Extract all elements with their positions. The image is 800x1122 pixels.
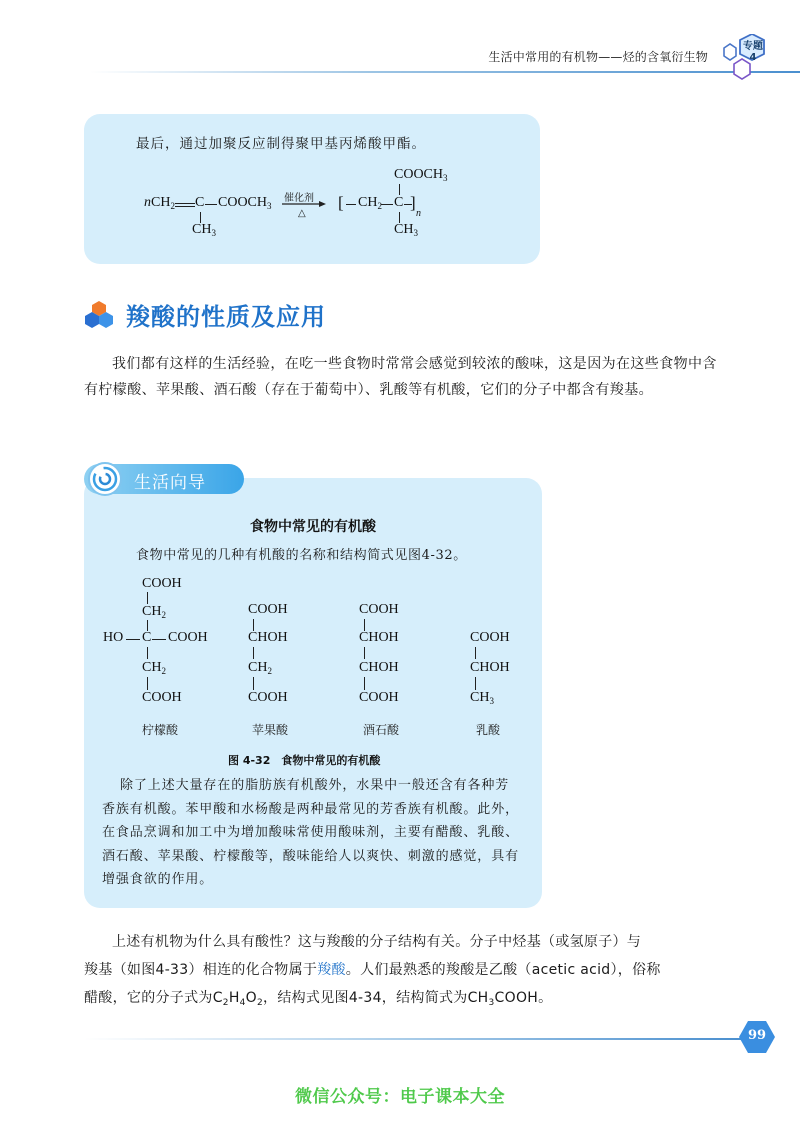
cubes-icon [84, 300, 114, 328]
life-guide-paragraph: 除了上述大量存在的脂肪族有机酸外，水果中一般还含有各种芳香族有机酸。苯甲酸和水杨酸是两种最常见的芳香族有机酸。此外，在食品烹调和加工中为增加酸味常使用酸味剂，主要有醋酸、乳酸、酒石酸、苹果酸、柠檬酸等，酸味能给人以爽快、刺激的感觉，具有增强食欲的作用。 [102, 778, 520, 887]
header-title: 生活中常用的有机物——烃的含氧衍生物 [488, 50, 708, 64]
polymer-bond-up [399, 184, 400, 195]
citric-acid-name: 柠檬酸 [142, 723, 179, 737]
section-paragraph: 我们都有这样的生活经验，在吃一些食物时常常会感觉到较浓的酸味，这是因为在这些食物中含有柠檬酸、苹果酸、酒石酸（存在于葡萄中）、乳酸等有机酸，它们的分子中都含有羧基。 [84, 356, 717, 398]
reactant-formula: nCH$_2$ [144, 195, 175, 211]
figure-caption: 图 4-32 食物中常见的有机酸 [228, 754, 381, 767]
page-number: 99 [747, 1028, 767, 1043]
section-title: 羧酸的性质及应用 [126, 303, 326, 331]
polymer-bond-left [346, 204, 356, 205]
reaction-arrow-icon [282, 200, 326, 208]
polymer-bond-mid [381, 204, 393, 205]
reactant-carbon: C [195, 195, 205, 210]
closing-paragraph: 上述有机物为什么具有酸性？这与羧酸的分子结构有关。分子中烃基（或氢原子）与 羧基（如图4-33）相连的化合物属于羧酸。人们最熟悉的羧酸是乙酸（acetic acid），俗称 醋酸，它的分子式为$C_2H_4O_2$，结构式见图4-34，结构简式为$CH_3COOH$。 [84, 934, 661, 1008]
polymer-carbon: C [394, 195, 404, 210]
heat-symbol: △ [298, 208, 306, 219]
keyword-carboxylic-acid: 羧酸 [317, 962, 346, 978]
polymer-bracket-right: ] [410, 193, 416, 212]
footer-rule [84, 1038, 744, 1040]
chapter-badge-label: 专题 4 [743, 41, 763, 63]
watermark-text: 微信公众号：电子课本大全 [295, 1087, 505, 1107]
header-rule [90, 71, 800, 73]
reactant-ester-group: $COOCH_3$ [218, 195, 272, 211]
polymer-bracket-left: [ [338, 193, 344, 212]
malic-acid-name: 苹果酸 [252, 723, 289, 737]
polymer-ch2: $CH_2$ [358, 195, 382, 211]
lactic-acid-name: 乳酸 [476, 723, 501, 737]
catalyst-label: 催化剂 [284, 193, 314, 204]
reactant-methyl: $CH_3$ [192, 222, 216, 238]
polymer-n: n [416, 208, 421, 219]
swirl-icon [86, 460, 124, 498]
life-guide-intro: 食物中常见的几种有机酸的名称和结构简式见图4-32。 [136, 548, 467, 563]
polymer-methyl: $CH_3$ [394, 222, 418, 238]
single-bond [205, 204, 217, 205]
double-bond-upper [175, 203, 195, 204]
life-guide-label: 生活向导 [134, 473, 206, 493]
running-header [90, 44, 800, 72]
double-bond-lower [175, 206, 195, 207]
life-guide-title: 食物中常见的有机酸 [250, 519, 376, 535]
reaction-intro: 最后，通过加聚反应制得聚甲基丙烯酸甲酯。 [136, 136, 426, 152]
polymer-ester-group: $COOCH_3$ [394, 167, 448, 183]
tartaric-acid-name: 酒石酸 [363, 723, 400, 737]
reaction-box [84, 114, 540, 264]
